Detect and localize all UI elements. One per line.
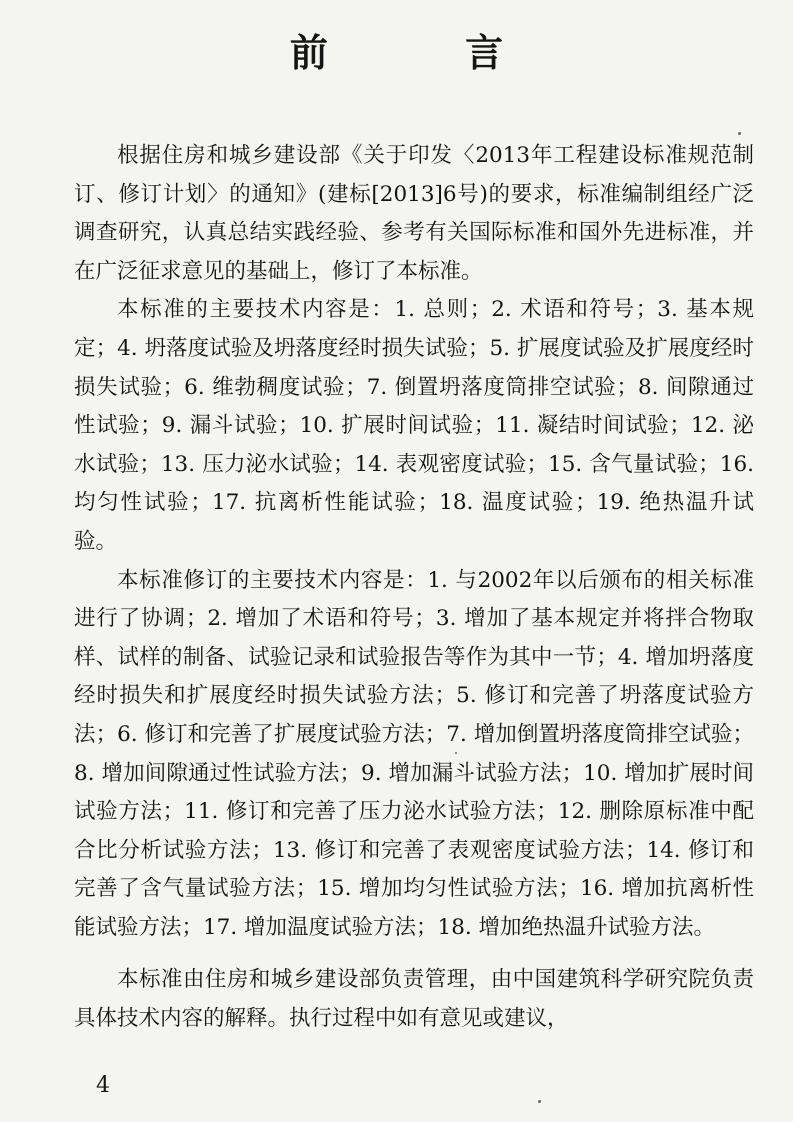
scan-speck xyxy=(738,132,741,135)
page-title: 前 言 xyxy=(289,30,566,75)
paragraph-management: 本标准由住房和城乡建设部负责管理，由中国建筑科学研究院负责具体技术内容的解释。执行过程中如有意见或建议， xyxy=(74,967,754,1032)
body-text xyxy=(74,137,754,1039)
paragraph-main-contents: 本标准的主要技术内容是：1. 总则；2. 术语和符号；3. 基本规定；4. 坍落度试验及坍落度经时损失试验；5. 扩展度试验及扩展度经时损失试验；6. 维勃稠度试验；7. 倒置坍落度筒排空试验；8. 间隙通过性试验；9. 漏斗试验；10. 扩展时间试验；11. 凝结时间试验；12. 泌水试验；13. 压力泌水试验；14. 表观密度试验；15. 含气量试验；16. 均匀性试验；17. 抗离析性能试验；18. 温度试验；19. 绝热温升试验。 xyxy=(74,297,754,554)
paragraph-revision-basis: 根据住房和城乡建设部《关于印发〈2013年工程建设标准规范制订、修订计划〉的通知》(建标[2013]6号)的要求，标准编制组经广泛调查研究，认真总结实践经验、参考有关国际标准和国外先进标准，并在广泛征求意见的基础上，修订了本标准。 xyxy=(74,143,754,284)
scan-speck xyxy=(538,1100,541,1103)
page-number: 4 xyxy=(96,1073,110,1098)
scan-speck xyxy=(455,752,457,754)
paragraph-revised-contents: 本标准修订的主要技术内容是：1. 与2002年以后颁布的相关标准进行了协调；2. 增加了术语和符号；3. 增加了基本规定并将拌合物取样、试样的制备、试验记录和试验报告等作为其中一节；4. 增加坍落度经时损失和扩展度经时损失试验方法；5. 修订和完善了坍落度试验方法；6. 修订和完善了扩展度试验方法；7. 增加倒置坍落度筒排空试验；8. 增加间隙通过性试验方法；9. 增加漏斗试验方法；10. 增加扩展时间试验方法；11. 修订和完善了压力泌水试验方法；12. 删除原标准中配合比分析试验方法；13. 修订和完善了表观密度试验方法；14. 修订和完善了含气量试验方法；15. 增加均匀性试验方法；16. 增加抗离析性能试验方法；17. 增加温度试验方法；18. 增加绝热温升试验方法。 xyxy=(74,567,754,940)
